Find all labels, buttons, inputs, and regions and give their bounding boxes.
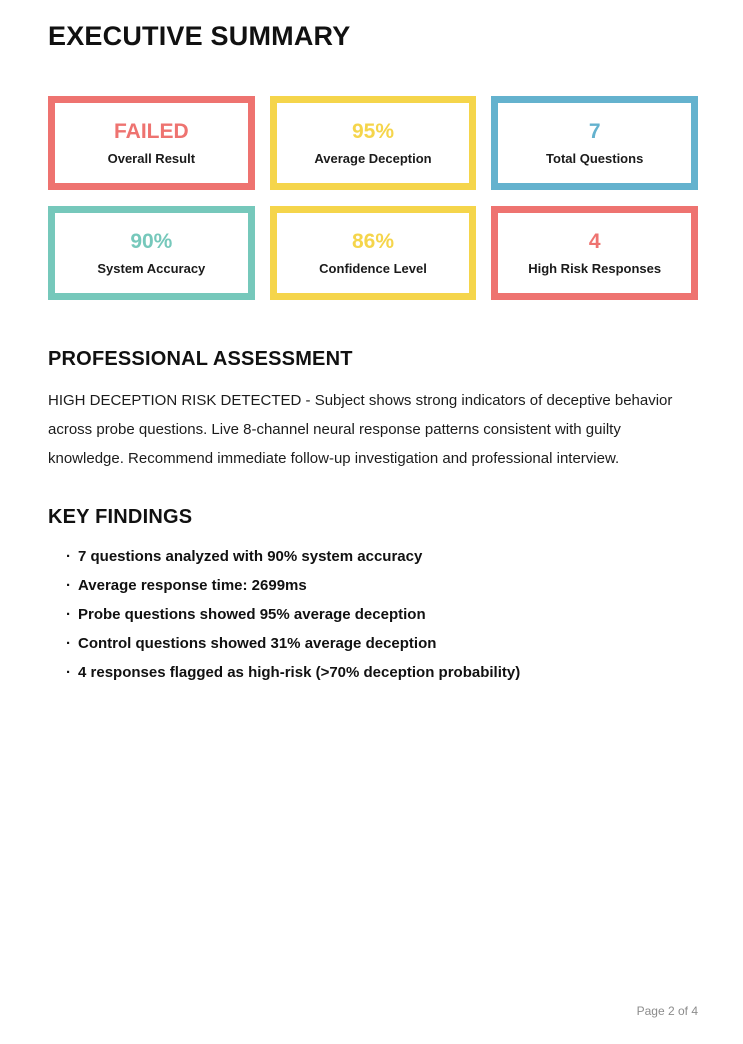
card-value: 7 — [588, 120, 601, 143]
summary-card-average-deception — [270, 96, 477, 190]
card-label: Overall Result — [107, 151, 196, 166]
key-findings-section — [48, 506, 698, 683]
summary-card-total-questions — [491, 96, 698, 190]
card-label: Total Questions — [546, 151, 644, 166]
card-value: FAILED — [113, 120, 189, 143]
finding-text: 4 responses flagged as high-risk (>70% deception probability) — [78, 664, 521, 681]
professional-assessment-section — [48, 348, 698, 473]
bullet-dot: · — [66, 606, 71, 623]
bullet-dot: · — [66, 664, 71, 681]
finding-text: Control questions showed 31% average deception — [78, 635, 437, 652]
summary-card-overall-result — [48, 96, 255, 190]
finding-item — [66, 547, 698, 567]
finding-text: Average response time: 2699ms — [78, 577, 307, 594]
finding-item — [66, 634, 698, 654]
summary-card-high-risk-responses — [491, 206, 698, 300]
finding-text: 7 questions analyzed with 90% system accuracy — [78, 548, 423, 565]
card-value: 86% — [351, 230, 394, 253]
card-label: High Risk Responses — [528, 261, 662, 276]
page-number: Page 2 of 4 — [636, 1004, 698, 1018]
card-label: Confidence Level — [319, 261, 427, 276]
card-label: System Accuracy — [97, 261, 206, 276]
professional-assessment-heading: PROFESSIONAL ASSESSMENT — [48, 348, 353, 370]
key-findings-heading: KEY FINDINGS — [48, 506, 193, 528]
finding-item — [66, 576, 698, 596]
bullet-dot: · — [66, 635, 71, 652]
finding-text: Probe questions showed 95% average deception — [78, 606, 426, 623]
card-value: 95% — [351, 120, 394, 143]
finding-item — [66, 605, 698, 625]
card-value: 90% — [130, 230, 173, 253]
summary-card-confidence-level — [270, 206, 477, 300]
summary-card-system-accuracy — [48, 206, 255, 300]
bullet-dot: · — [66, 548, 71, 565]
key-findings-list — [48, 547, 698, 683]
card-value: 4 — [588, 230, 601, 253]
card-label: Average Deception — [314, 151, 432, 166]
page-title: EXECUTIVE SUMMARY — [48, 21, 351, 51]
finding-item — [66, 663, 698, 683]
bullet-dot: · — [66, 577, 71, 594]
professional-assessment-text: HIGH DECEPTION RISK DETECTED - Subject shows strong indicators of deceptive behavior across probe questions. Live 8-channel neural response patterns consistent with guilty knowledge. Recommend immediate follow-up investigation and professional interview. — [48, 392, 673, 467]
summary-cards-grid — [48, 96, 698, 300]
